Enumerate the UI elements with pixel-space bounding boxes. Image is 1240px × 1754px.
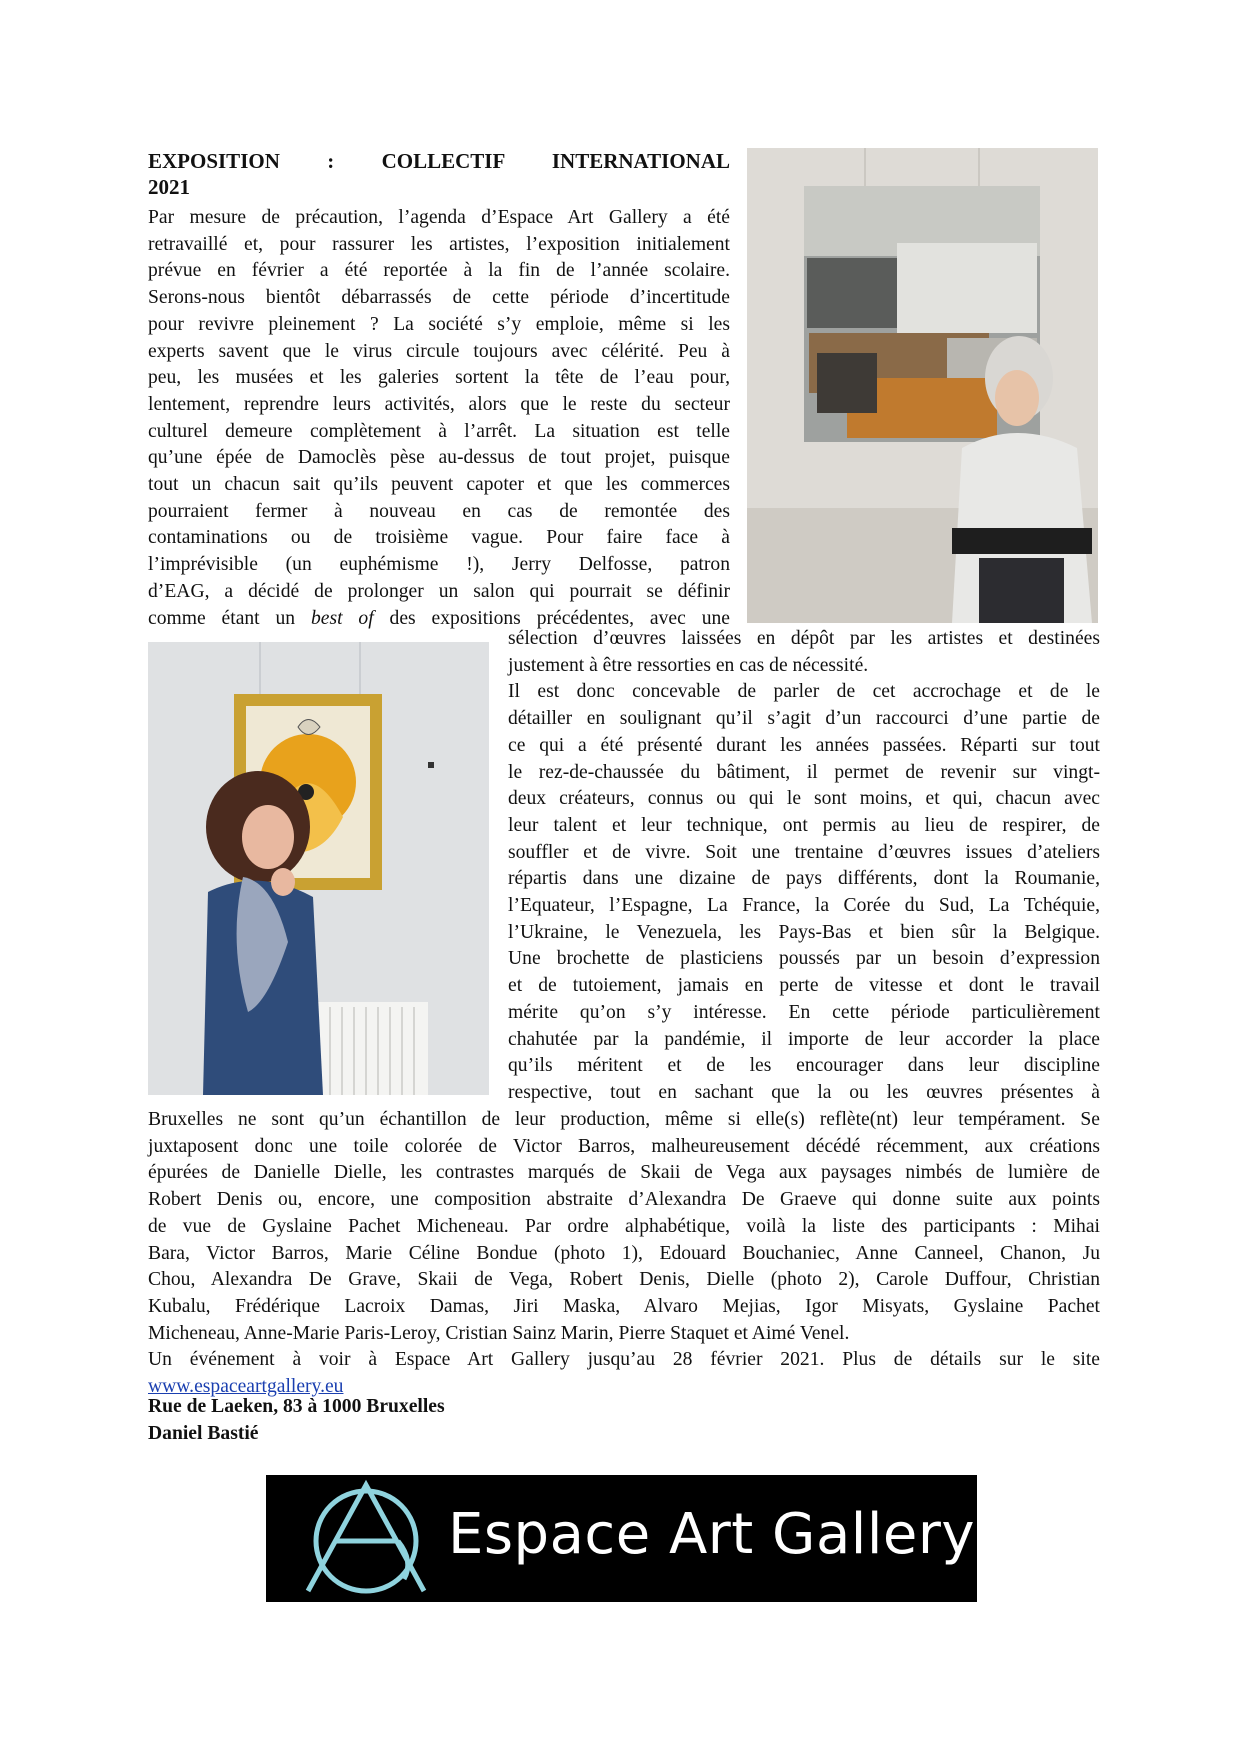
text-line: souffler et de vivre. Soit une trentaine d’œuvres issues d’ateliers: [508, 841, 1100, 863]
article-author: Daniel Bastié: [148, 1423, 259, 1444]
text-line: culturel demeure complètement à l’arrêt. La situation est telle: [148, 420, 730, 442]
espace-art-gallery-logo: [266, 1475, 977, 1602]
text-line: prévue en février a été reportée à la fin de l’année scolaire.: [148, 260, 730, 282]
text-line: Kubalu, Frédérique Lacroix Damas, Jiri Maska, Alvaro Mejias, Igor Misyats, Gyslaine Pachet: [148, 1295, 1100, 1317]
text-line: leur talent et leur technique, ont permis au lieu de respirer, de: [508, 814, 1100, 836]
text-line: Bara, Victor Barros, Marie Céline Bondue (photo 1), Edouard Bouchaniec, Anne Canneel, Chanon, Ju: [148, 1242, 1100, 1264]
text-line: répartis dans une dizaine de pays différents, dont la Roumanie,: [508, 868, 1100, 890]
article-paragraph-intro: [148, 205, 730, 632]
photo-artist-abstract-painting: [747, 148, 1098, 623]
text-line: qu’une épée de Damoclès pèse au-dessus de tout projet, puisque: [148, 447, 730, 469]
text-line: épurées de Danielle Dielle, les contrastes marqués de Skaii de Vega aux paysages nimbés de lumière de: [148, 1162, 1100, 1184]
text-line: et de tutoiement, jamais en perte de vitesse et dont le travail: [508, 975, 1100, 997]
text-line: sélection d’œuvres laissées en dépôt par les artistes et destinées: [508, 628, 1100, 649]
gallery-address: Rue de Laeken, 83 à 1000 Bruxelles: [148, 1396, 445, 1417]
text-line: Chou, Alexandra De Grave, Skaii de Vega, Robert Denis, Dielle (photo 2), Carole Duffour, Christian: [148, 1269, 1100, 1291]
text-line: de vue de Gyslaine Pachet Micheneau. Par ordre alphabétique, voilà la liste des participants : Mihai: [148, 1215, 1100, 1237]
text-line: ce qui a été présenté durant les années passées. Réparti sur tout: [508, 734, 1100, 756]
gallery-website-link[interactable]: www.espaceartgallery.eu: [148, 1376, 344, 1398]
text-fragment: des expositions précédentes, avec une: [373, 607, 730, 629]
text-line: pourraient fermer à nouveau en cas de remontée des: [148, 500, 730, 522]
text-line: experts savent que le virus circule toujours avec célérité. Peu à: [148, 340, 730, 362]
photo-illustration: [148, 642, 489, 1095]
article-title-line-1: EXPOSITION : COLLECTIF INTERNATIONAL: [148, 149, 730, 173]
text-line: Par mesure de précaution, l’agenda d’Espace Art Gallery a été: [148, 207, 730, 228]
article-paragraph-participants: [148, 1107, 1100, 1401]
text-line: détailler en soulignant qu’il s’agit d’un raccourci d’une partie de: [508, 708, 1100, 730]
article-title-line-2: 2021: [148, 175, 190, 199]
text-line: mérite qu’on s’y intéresse. En cette période particulièrement: [508, 1001, 1100, 1023]
logo-wordmark: Espace Art Gallery: [448, 1502, 975, 1567]
logo-mark-icon: [286, 1479, 446, 1599]
text-line: lentement, reprendre leurs activités, alors que le reste du secteur: [148, 393, 730, 415]
italic-phrase: best of: [310, 607, 374, 629]
text-line: le rez-de-chaussée du bâtiment, il permet de revenir sur vingt-: [508, 761, 1100, 783]
text-line: Un événement à voir à Espace Art Gallery jusqu’au 28 février 2021. Plus de détails sur le site: [148, 1349, 1100, 1371]
article-title: [148, 148, 730, 200]
text-line: d’EAG, a décidé de prolonger un salon qui pourrait se définir: [148, 580, 730, 602]
text-line: Micheneau, Anne-Marie Paris-Leroy, Cristian Sainz Marin, Pierre Staquet et Aimé Venel.: [148, 1322, 850, 1344]
text-line: l’Ukraine, le Venezuela, les Pays-Bas et bien sûr la Belgique.: [508, 921, 1100, 943]
photo-illustration: [747, 148, 1098, 623]
text-line: tout un chacun sait qu’ils peuvent capoter et que les commerces: [148, 474, 730, 496]
text-line: Une brochette de plasticiens poussés par un besoin d’expression: [508, 948, 1100, 970]
text-line: contaminations ou de troisième vague. Pour faire face à: [148, 527, 730, 549]
text-fragment: comme étant un: [148, 607, 311, 629]
text-line: respective, tout en sachant que la ou les œuvres présentes à: [508, 1081, 1100, 1103]
text-line: juxtaposent donc une toile colorée de Victor Barros, malheureusement décédé récemment, aux créations: [148, 1135, 1100, 1157]
text-line: qu’ils méritent et de les encourager dans leur discipline: [508, 1055, 1100, 1077]
text-line: l’Equateur, l’Espagne, La France, la Corée du Sud, La Tchéquie,: [508, 895, 1100, 917]
text-line: Bruxelles ne sont qu’un échantillon de leur production, même si elle(s) reflète(nt) leur tempérament. Se: [148, 1109, 1100, 1130]
photo-artist-yellow-painting: [148, 642, 489, 1095]
text-line: justement à être ressorties en cas de nécessité.: [508, 654, 869, 676]
text-line: pour revivre pleinement ? La société s’y emploie, même si les: [148, 313, 730, 335]
text-line: Il est donc concevable de parler de cet accrochage et de le: [508, 681, 1100, 703]
text-line: deux créateurs, connus ou qui le sont moins, et qui, chacun avec: [508, 788, 1100, 810]
text-line: l’imprévisible (un euphémisme !), Jerry Delfosse, patron: [148, 554, 730, 576]
text-line: chahutée par la pandémie, il importe de leur accorder la place: [508, 1028, 1100, 1050]
text-line: Robert Denis ou, encore, une composition abstraite d’Alexandra De Graeve qui donne suite aux points: [148, 1189, 1100, 1211]
article-paragraph-middle: [508, 626, 1100, 1107]
text-line: Serons-nous bientôt débarrassés de cette période d’incertitude: [148, 287, 730, 309]
text-line: retravaillé et, pour rassurer les artistes, l’exposition initialement: [148, 233, 730, 255]
text-line: peu, les musées et les galeries sortent la tête de l’eau pour,: [148, 367, 730, 389]
